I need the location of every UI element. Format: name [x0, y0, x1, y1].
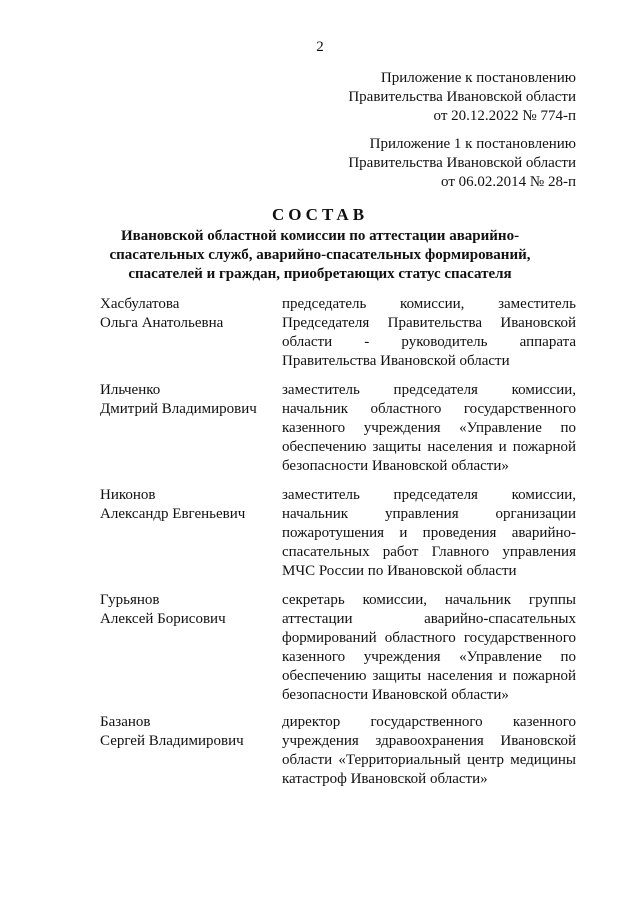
title-line2: спасательных служб, аварийно-спасательных формирований, — [109, 247, 531, 263]
appendix-current-line1: Приложение к постановлению — [380, 70, 576, 86]
member-position: председатель комиссии, заместитель Председателя Правительства Ивановской области - руководитель аппарата Правительства Ивановской области — [282, 296, 576, 369]
member-surname: Хасбулатова — [100, 296, 180, 312]
member-entry — [100, 486, 576, 581]
member-position: заместитель председателя комиссии, начальник областного государственного казенного учреждения «Управление по обеспечению защиты населения и пожарной безопасности Ивановской области» — [282, 382, 576, 474]
appendix-original-block — [348, 135, 576, 192]
member-surname: Ильченко — [100, 382, 161, 398]
title-line1: Ивановской областной комиссии по аттестации аварийно- — [120, 228, 520, 244]
page-number: 2 — [316, 39, 324, 55]
member-name — [100, 591, 282, 705]
member-position: директор государственного казенного учреждения здравоохранения Ивановской области «Территориальный центр медицины катастроф Ивановской области» — [282, 714, 576, 787]
member-surname: Никонов — [100, 487, 156, 503]
member-entry — [100, 295, 576, 371]
title-line3: спасателей и граждан, приобретающих статус спасателя — [128, 266, 512, 282]
appendix-original-line3: от 06.02.2014 № 28-п — [441, 174, 576, 190]
member-position: секретарь комиссии, начальник группы аттестации аварийно-спасательных формирований областного государственного казенного учреждения «Управление по обеспечению защиты населения и пожарной безопасности Ивановской области» — [282, 592, 576, 703]
appendix-current-block — [348, 69, 576, 126]
member-position: заместитель председателя комиссии, начальник управления организации пожаротушения и проведения аварийно-спасательных работ Главного управления МЧС России по Ивановской области — [282, 487, 576, 579]
member-entry — [100, 591, 576, 705]
member-name — [100, 486, 282, 581]
appendix-current-line3: от 20.12.2022 № 774-п — [433, 108, 576, 124]
member-given-names: Дмитрий Владимирович — [100, 401, 257, 417]
member-name — [100, 713, 282, 789]
member-entry — [100, 381, 576, 476]
member-given-names: Алексей Борисович — [100, 611, 226, 627]
title-main: СОСТАВ — [271, 205, 369, 224]
member-given-names: Сергей Владимирович — [100, 733, 244, 749]
member-name — [100, 381, 282, 476]
document-title — [64, 205, 576, 284]
appendix-original-line1: Приложение 1 к постановлению — [369, 136, 576, 152]
member-entry — [100, 713, 576, 789]
member-surname: Гурьянов — [100, 592, 160, 608]
appendix-original-line2: Правительства Ивановской области — [348, 155, 576, 171]
appendix-current-line2: Правительства Ивановской области — [348, 89, 576, 105]
member-surname: Базанов — [100, 714, 151, 730]
member-given-names: Александр Евгеньевич — [100, 506, 246, 522]
member-given-names: Ольга Анатольевна — [100, 315, 224, 331]
member-name — [100, 295, 282, 371]
